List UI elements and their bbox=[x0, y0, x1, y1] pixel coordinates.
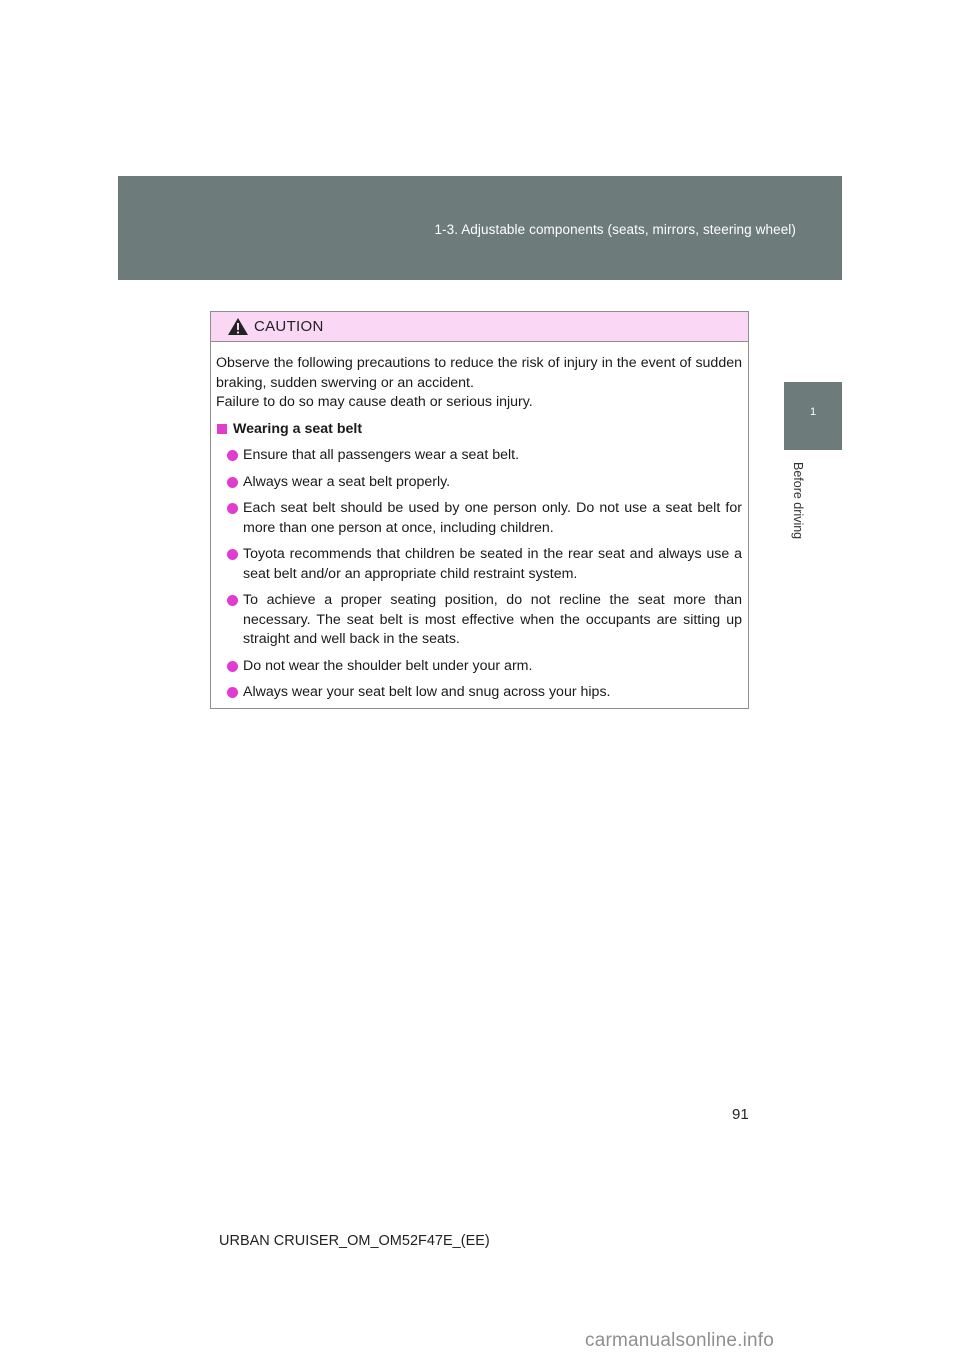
round-bullet-icon bbox=[227, 477, 238, 488]
round-bullet-icon bbox=[227, 503, 238, 514]
chapter-label: Before driving bbox=[791, 462, 805, 540]
list-item-text: Do not wear the shoulder belt under your arm. bbox=[243, 657, 533, 674]
chapter-number: 1 bbox=[809, 406, 817, 418]
watermark: carmanualsonline.info bbox=[585, 1330, 775, 1351]
list-item bbox=[216, 473, 742, 493]
caution-title: CAUTION bbox=[254, 318, 324, 335]
list-item bbox=[216, 657, 742, 677]
section-heading-text: Wearing a seat belt bbox=[233, 420, 363, 437]
list-item-text: Always wear your seat belt low and snug across your hips. bbox=[243, 684, 611, 700]
caution-header bbox=[211, 312, 748, 342]
list-item bbox=[216, 683, 742, 703]
caution-body bbox=[211, 342, 748, 703]
caution-intro bbox=[216, 354, 742, 413]
precaution-list bbox=[216, 446, 742, 703]
round-bullet-icon bbox=[227, 549, 238, 560]
list-item-text: Toyota recommends that children be seated in the rear seat and always use a seat belt and/or an appropriate child restraint system. bbox=[243, 546, 742, 582]
list-item bbox=[216, 499, 742, 538]
list-item-text: Each seat belt should be used by one person only. Do not use a seat belt for more than one person at once, including children. bbox=[243, 500, 742, 536]
warning-triangle-icon bbox=[227, 317, 249, 336]
round-bullet-icon bbox=[227, 687, 238, 698]
section-heading bbox=[216, 420, 742, 440]
document-code: URBAN CRUISER_OM_OM52F47E_(EE) bbox=[219, 1233, 490, 1249]
round-bullet-icon bbox=[227, 595, 238, 606]
list-item-text: Ensure that all passengers wear a seat belt. bbox=[243, 447, 520, 463]
intro-line: Failure to do so may cause death or serious injury. bbox=[216, 394, 533, 410]
list-item-text: Always wear a seat belt properly. bbox=[243, 473, 451, 490]
intro-line: Observe the following precautions to reduce the risk of injury in the event of sudden braking, sudden swerving or an accident. bbox=[216, 355, 742, 391]
round-bullet-icon bbox=[227, 661, 238, 672]
list-item-text: To achieve a proper seating position, do not recline the seat more than necessary. The seat belt is most effective when the occupants are sitting up straight and well back in the seats. bbox=[243, 592, 742, 647]
page-number: 91 bbox=[732, 1106, 749, 1123]
header-band bbox=[118, 176, 842, 280]
list-item bbox=[216, 446, 742, 466]
square-bullet-icon bbox=[217, 424, 227, 434]
list-item bbox=[216, 545, 742, 584]
round-bullet-icon bbox=[227, 450, 238, 461]
caution-box bbox=[210, 311, 749, 709]
list-item bbox=[216, 591, 742, 650]
chapter-tab bbox=[784, 382, 842, 450]
section-title: 1-3. Adjustable components (seats, mirrors, steering wheel) bbox=[434, 222, 796, 237]
